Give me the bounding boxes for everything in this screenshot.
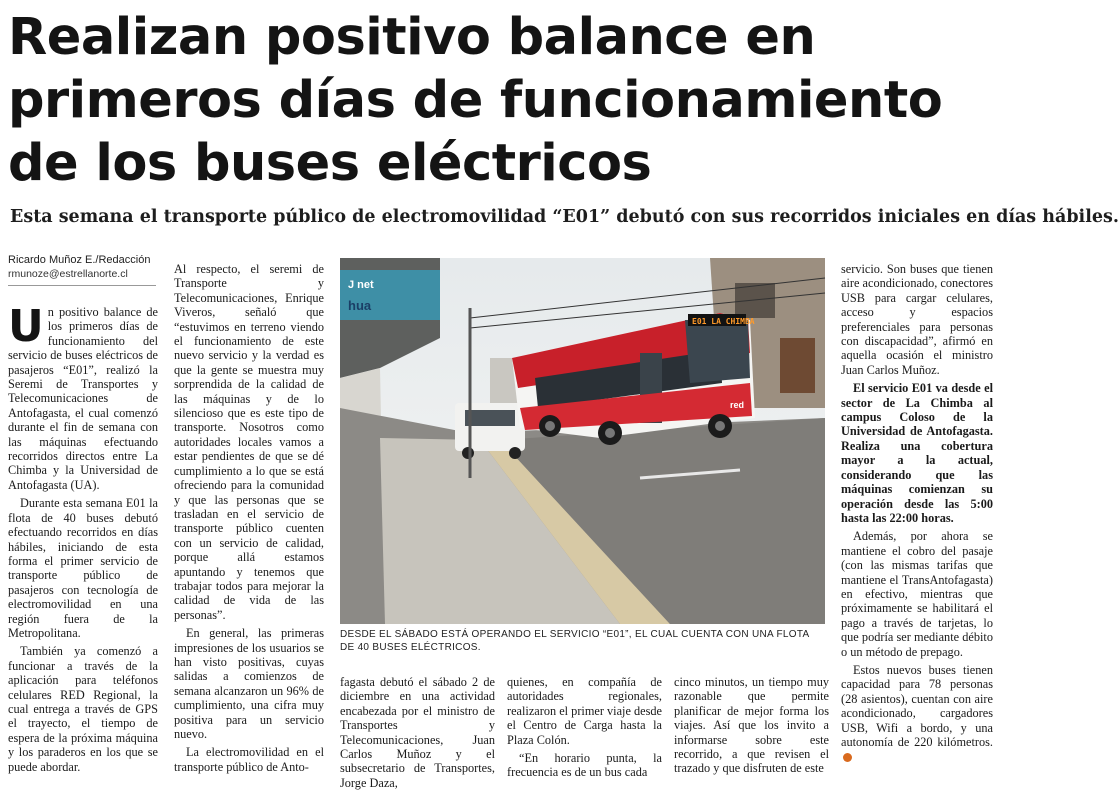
headline-line-2: primeros días de funcionamiento <box>8 71 943 130</box>
article-column-1 <box>8 301 158 778</box>
paragraph: servicio. Son buses que tienen aire acondicionado, conectores USB para cargar celulares, acceso y espacios preferenciales para personas con discapacidad”, afirmó en aquella ocasión el ministro Juan Carlos Muñoz. <box>841 262 993 377</box>
paragraph: Además, por ahora se mantiene el cobro del pasaje (con las mismas tarifas que mantiene el TransAntofagasta) en efectivo, mientras que próximamente se habilitará el pago a través de tarjetas, lo que podría ser mediante débito o un método de prepago. <box>841 529 993 659</box>
article-column-3 <box>340 675 495 794</box>
paragraph: Durante esta semana E01 la flota de 40 buses debutó efectuando recorridos en días hábiles, iniciando de esta forma el primer servicio de transporte público de pasajeros con tecnología de electromovilidad en una región fuera de la Metropolitana. <box>8 496 158 640</box>
paragraph: “En horario punta, la frecuencia es de un bus cada <box>507 751 662 780</box>
bus-street-illustration <box>340 258 825 624</box>
article-column-2 <box>174 262 324 778</box>
headline-line-1: Realizan positivo balance en <box>8 8 816 67</box>
article-column-6 <box>841 262 993 768</box>
shop-sign-text: J net <box>348 279 374 291</box>
paragraph: fagasta debutó el sábado 2 de diciembre en una actividad encabezada por el ministro de Transportes y Telecomunicaciones, Juan Carlos Muñoz y el subsecretario de Transportes, Jorge Daza, <box>340 675 495 790</box>
article-column-4 <box>507 675 662 784</box>
bus-brand-logo: red <box>730 400 745 410</box>
paragraph: cinco minutos, un tiempo muy razonable que permite planificar de mejor forma los viajes. Así que los invito a informarse sobre este recorrido, a que revisen el trazado y que disfruten de este <box>674 675 829 776</box>
paragraph <box>841 663 993 764</box>
byline <box>8 253 158 281</box>
subheadline: Esta semana el transporte público de electromovilidad “E01” debutó con sus recorridos iniciales en días hábiles. <box>10 207 1119 227</box>
paragraph: quienes, en compañía de autoridades regionales, realizaron el primer viaje desde el Centro de Carga hasta la Plaza Colón. <box>507 675 662 747</box>
news-photo-electric-bus <box>340 258 825 624</box>
headline <box>8 6 993 195</box>
paragraph: La electromovilidad en el transporte público de Anto- <box>174 745 324 774</box>
paragraph: El servicio E01 va desde el sector de La Chimba al campus Coloso de la Universidad de Antofagasta. Realiza una cobertura mayor a la actual, considerando que las máquinas comienzan su operación desde las 5:00 hasta las 22:00 horas. <box>841 381 993 525</box>
byline-email[interactable]: rmunoze@estrellanorte.cl <box>8 268 128 280</box>
byline-divider <box>8 285 156 286</box>
headline-line-3: de los buses eléctricos <box>8 134 652 193</box>
article-column-5 <box>674 675 829 780</box>
paragraph-text: n positivo balance de los primeros días de funcionamiento del servicio de buses eléctricos de pasajeros “E01”, realizó la Seremi de Transportes y Telecomunicaciones de Antofagasta, el cual comenzó durante el fin de semana con las máquinas efectuando recorridos directos entre La Chimba y la Universidad de Antofagasta (UA). <box>8 305 158 492</box>
paragraph-text: Estos nuevos buses tienen capacidad para 78 personas (28 asientos), cuentan con aire acondicionado, cargadores USB, Wifi a bordo, y una autonomía de 220 kilómetros. <box>841 662 993 749</box>
bus-route-sign: E01 LA CHIMBA <box>692 317 755 326</box>
dropcap: U <box>8 301 44 352</box>
paragraph: También ya comenzó a funcionar a través de la aplicación para teléfonos celulares RED Regional, la cual entrega a través de GPS el trayecto, el tiempo de espera de la próxima máquina y los paraderos en los que se puede abordar. <box>8 644 158 774</box>
paragraph: En general, las primeras impresiones de los usuarios se han visto positivas, cuyas salidas a comienzos de semana alcanzaron un 96% de cumplimiento, una cifra muy positiva para un servicio nuevo. <box>174 626 324 741</box>
shop-sign-text-2: hua <box>348 298 372 313</box>
end-of-article-icon <box>843 753 852 762</box>
paragraph <box>8 301 158 492</box>
paragraph: Al respecto, el seremi de Transporte y Telecomunicaciones, Enrique Viveros, señaló que “estuvimos en terreno viendo el funcionamiento de este nuevo servicio y la verdad es que la gente se muestra muy sorprendida de la calidad de las máquinas y de lo silencioso que es este tipo de transporte. Nosotros como autoridades locales vamos a estar pendientes de que se dé cumplimiento a lo que se está ofreciendo para la comunidad y que las personas que se trasladan en el servicio de transporte público cuenten con un servicio de calidad, porque allá estamos apuntando y tenemos que trabajar todos para mejorar la calidad de vida de las personas”. <box>174 262 324 622</box>
photo-caption: DESDE EL SÁBADO ESTÁ OPERANDO EL SERVICIO “E01”, EL CUAL CUENTA CON UNA FLOTA DE 40 BUSES ELÉCTRICOS. <box>340 629 809 653</box>
byline-author: Ricardo Muñoz E./Redacción <box>8 254 151 266</box>
